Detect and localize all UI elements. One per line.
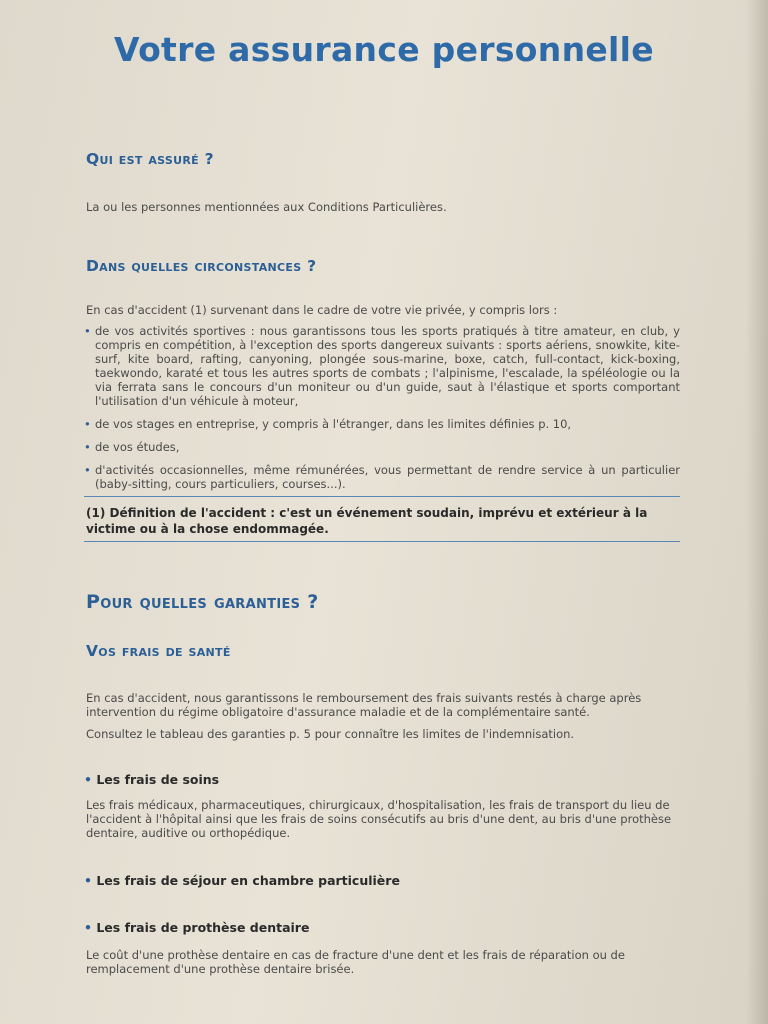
dental-prosthesis-title: • Les frais de prothèse dentaire — [84, 920, 310, 935]
heading-circumstances: Dans quelles circonstances ? — [86, 257, 317, 275]
heading-guarantees: Pour quelles garanties ? — [86, 591, 319, 613]
circumstances-intro: En cas d'accident (1) survenant dans le cadre de votre vie privée, y compris lors : — [86, 303, 558, 317]
private-room-title: • Les frais de séjour en chambre particulière — [84, 873, 400, 888]
insured-text: La ou les personnes mentionnées aux Conditions Particulières. — [86, 200, 447, 214]
page-title: Votre assurance personnelle — [114, 30, 654, 69]
circumstances-list — [84, 324, 680, 500]
list-item-internships: • de vos stages en entreprise, y compris à l'étranger, dans les limites définies p. 10, — [84, 417, 680, 431]
health-consult: Consultez le tableau des garanties p. 5 pour connaître les limites de l'indemnisation. — [86, 727, 575, 741]
care-costs-text: Les frais médicaux, pharmaceutiques, chirurgicaux, d'hospitalisation, les frais de transport du lieu de l'accident à l'hôpital ainsi que les frais de soins consécutifs au bris d'une dent, au bris d'une prothèse dentaire, auditive ou orthopédique. — [86, 798, 672, 840]
definition-rule-top — [84, 496, 680, 497]
dental-prosthesis-text: Le coût d'une prothèse dentaire en cas de fracture d'une dent et les frais de réparation ou de remplacement d'une prothèse dentaire brisée. — [86, 948, 625, 976]
heading-who-is-insured: Qui est assuré ? — [86, 150, 214, 168]
list-item-occasional-activities: • d'activités occasionnelles, même rémunérées, vous permettant de rendre service à un particulier (baby-sitting, cours particuliers, courses...). — [84, 463, 680, 491]
list-item-sports: • de vos activités sportives : nous garantissons tous les sports pratiqués à titre amateur, en club, y compris en compétition, à l'exception des sports dangereux suivants : sports aériens, snowkite, kite-surf, kite board, rafting, canyoning, plongée sous-marine, boxe, catch, full-contact, kick-boxing, taekwondo, karaté et tous les autres sports de combats ; l'alpinisme, l'escalade, la spéléologie ou la via ferrata sans le concours d'un moniteur ou d'un guide, saut à l'élastique et sports comportant l'utilisation d'un véhicule à moteur, — [84, 324, 680, 408]
accident-definition: (1) Définition de l'accident : c'est un événement soudain, imprévu et extérieur à la victime ou à la chose endommagée. — [86, 506, 648, 536]
bullet-icon: • — [84, 920, 97, 935]
care-costs-title: • Les frais de soins — [84, 772, 220, 787]
definition-rule-bottom — [84, 541, 680, 542]
bullet-icon: • — [84, 873, 97, 888]
health-intro: En cas d'accident, nous garantissons le remboursement des frais suivants restés à charge après intervention du régime obligatoire d'assurance maladie et de la complémentaire santé. — [86, 691, 642, 719]
list-item-studies: • de vos études, — [84, 440, 680, 454]
heading-health-costs: Vos frais de santé — [86, 642, 231, 660]
bullet-icon: • — [84, 772, 97, 787]
page-edge-shadow — [746, 0, 768, 1024]
